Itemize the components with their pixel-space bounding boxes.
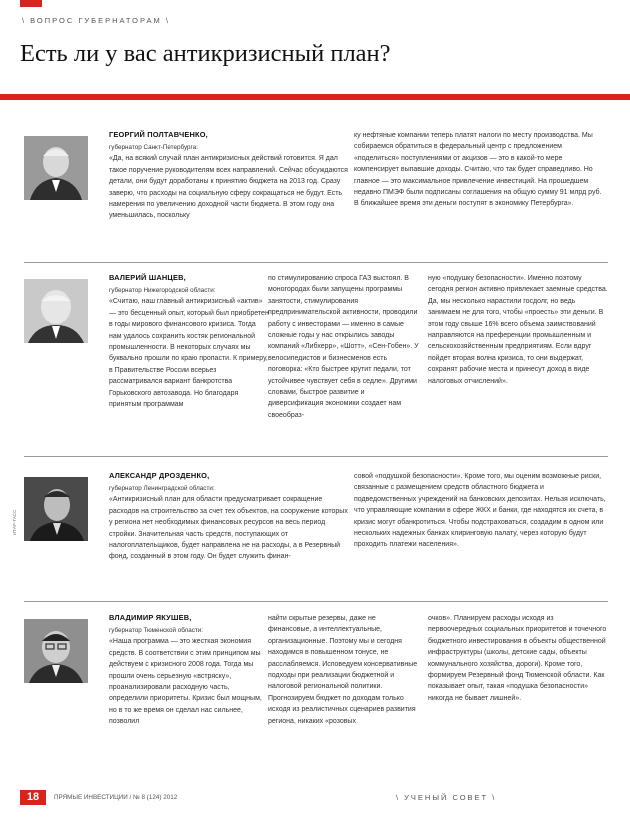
quote-text: «Да, на всякий случай план антикризисных действий готовится. Я дал такое поручение руководителям всех направлений. Сейчас обсуждаются детали, они будут доработаны к принятию бюджета на 2013 год. Сразу заверю, что расходы на социальную сферу сокращаться не будут. Есть намерения по увеличению доходной части бюджета. В этом году она уменьшилась, поскольку <box>109 155 348 220</box>
page-number: 18 <box>20 790 46 805</box>
quote-column-1 <box>109 625 269 728</box>
governor-name: ВАЛЕРИЙ ШАНЦЕВ, <box>109 273 186 282</box>
photo-credit: ИТАР-ТАСС <box>12 509 17 535</box>
quote-text: «Считаю, наш главный антикризисный «актив» — это бесценный опыт, который был приобретен в годы мирового финансового кризиса. Тогда нам удалось сохранить костяк региональной промышленности. В некоторых случаях мы буквально прошли по краю пропасти. К примеру, в Правительстве России всерьез рассматривался вариант банкротства Горьковского автозавода. Но благодаря принятым программам <box>109 298 269 409</box>
quote-text: найти скрытые резервы, даже не финансовые, а интеллектуальные, организационные. Поэтому мы и сегодня находимся в повышенном тонусе, не расслабляемся. Исповедуем консервативные подходы при реализации бюджетной и налоговой региональной политики. Прогнозируем бюджет по доходам только исходя из реалистичных сценариев развития региона, никаких «розовых <box>268 615 418 725</box>
quote-column-1 <box>109 142 354 222</box>
quote-column-1 <box>109 285 269 410</box>
governor-role: губернатор Нижегородской области: <box>109 287 216 294</box>
magazine-issue: ПРЯМЫЕ ИНВЕСТИЦИИ / № 8 (124) 2012 <box>54 794 178 801</box>
governor-name: ГЕОРГИЙ ПОЛТАВЧЕНКО, <box>109 130 208 139</box>
quote-column-2 <box>354 130 608 210</box>
quote-column-2 <box>268 273 420 421</box>
quote-text: по стимулированию спроса ГАЗ выстоял. В моногородах были запущены программы занятости, стимулирования предпринимательской активности, проводили работу с инвесторами — именно в самые сложные годы у нас открылись заводы компаний «Либхерр», «Шотт», «Сен-Гобен». У велосипедистов и бизнесменов есть поговорка: «Кто быстрее крутит педали, тот устойчивее чувствует себя в седле». Другими словами, быстрое развитие и диверсификация экономики создает нам своеобраз- <box>268 275 419 419</box>
top-accent-bar <box>20 0 42 7</box>
governor-name: ВЛАДИМИР ЯКУШЕВ, <box>109 613 192 622</box>
section-divider <box>24 456 608 457</box>
quote-column-2 <box>268 613 420 727</box>
section-label: \ УЧЕНЫЙ СОВЕТ \ <box>396 793 497 802</box>
governor-section-poltavchenko <box>24 130 608 252</box>
quote-text: ную «подушку безопасности». Именно поэтому сегодня регион активно привлекает заемные средства. Да, мы несколько нарастили госдолг, но ведь занимаем не для того, чтобы «проесть» эти деньги. В этом году свыше 16% всего объема заимствований направляются на преференции промышленным и сельскохозяйственным предприятиям. Если вдруг пойдет вторая волна кризиса, то они выдержат, сохранят рабочие места и принесут доход в виде налоговых отчислений». <box>428 275 608 385</box>
quote-text: «Наша программа — это жесткая экономия средств. В соответствии с этим принципом мы действуем с кризисного 2008 года. Тогда мы прошли очень серьезную «встряску», проанализировали расходную часть, определили приоритеты. Кризис был мощным, но в то же время он сделал нас сильнее, позволил <box>109 638 262 726</box>
governor-role: губернатор Тюменской области: <box>109 627 204 634</box>
section-divider <box>24 262 608 263</box>
governor-section-shantsev <box>24 273 608 445</box>
quote-text: ку нефтяные компании теперь платят налоги по месту производства. Мы собираемся обратиться в федеральный центр с предложением «поделиться» поступлениями от акцизов — это в какой-то мере компенсирует выпавшие доходы. Считаю, что так будет справедливо. Но главное — это максимальное привлечение инвестиций. На прошедшем недавно ПМЭФ были подписаны соглашения на общую сумму 91 млрд руб. В ближайшее время эти деньги поступят в экономику Петербурга». <box>354 132 602 208</box>
portrait-yakushev <box>24 619 88 683</box>
portrait-shantsev <box>24 279 88 343</box>
portrait-drozdenko <box>24 477 88 541</box>
rubric: \ ВОПРОС ГУБЕРНАТОРАМ \ <box>22 16 170 25</box>
governor-role: губернатор Санкт-Петербурга: <box>109 144 198 151</box>
quote-column-3 <box>428 613 608 704</box>
quote-column-2 <box>354 471 608 551</box>
quote-column-1 <box>109 483 349 563</box>
quote-column-3 <box>428 273 608 387</box>
governor-section-yakushev <box>24 613 608 783</box>
portrait-poltavchenko <box>24 136 88 200</box>
quote-text: совой «подушкой безопасности». Кроме того, мы оценим возможные риски, связанные с размещением средств областного бюджета и подведомственных учреждений на банковских депозитах. Нельзя исключать, что управляющие компании в сфере ЖКХ и банки, где находятся их счета, в кризис могут обанкротиться. Чтобы подстраховаться, создадим в одном или нескольких надежных банках клиринговую палату, через которую будут проходить платежи населения». <box>354 473 606 549</box>
page-title: Есть ли у вас антикризисный план? <box>20 40 391 67</box>
governor-section-drozdenko <box>12 471 608 589</box>
quote-text: «Антикризисный план для области предусматривает сокращение расходов на строительство за счет тех объектов, на сооружение которых у региона нет необходимых финансовых ресурсов на весь период стройки. Значительная часть средств, поступающих от налогоплательщиков, будет направлена не на расходы, а в Резервный фонд, созданный в этом году. Он будет служить финан- <box>109 496 348 561</box>
section-divider <box>24 601 608 602</box>
governor-role: губернатор Ленинградской области: <box>109 485 215 492</box>
title-rule <box>0 94 630 100</box>
governor-name: АЛЕКСАНДР ДРОЗДЕНКО, <box>109 471 210 480</box>
quote-text: очков». Планируем расходы исходя из первоочередных социальных приоритетов и точечного бюджетного инвестирования в объекты общественной инфраструктуры (школы, детские сады, объекты коммунального хозяйства, дороги). Кроме того, формируем Резервный фонд Тюменской области. Как показывает опыт, такая «подушка безопасности» никогда не бывает лишней». <box>428 615 607 702</box>
